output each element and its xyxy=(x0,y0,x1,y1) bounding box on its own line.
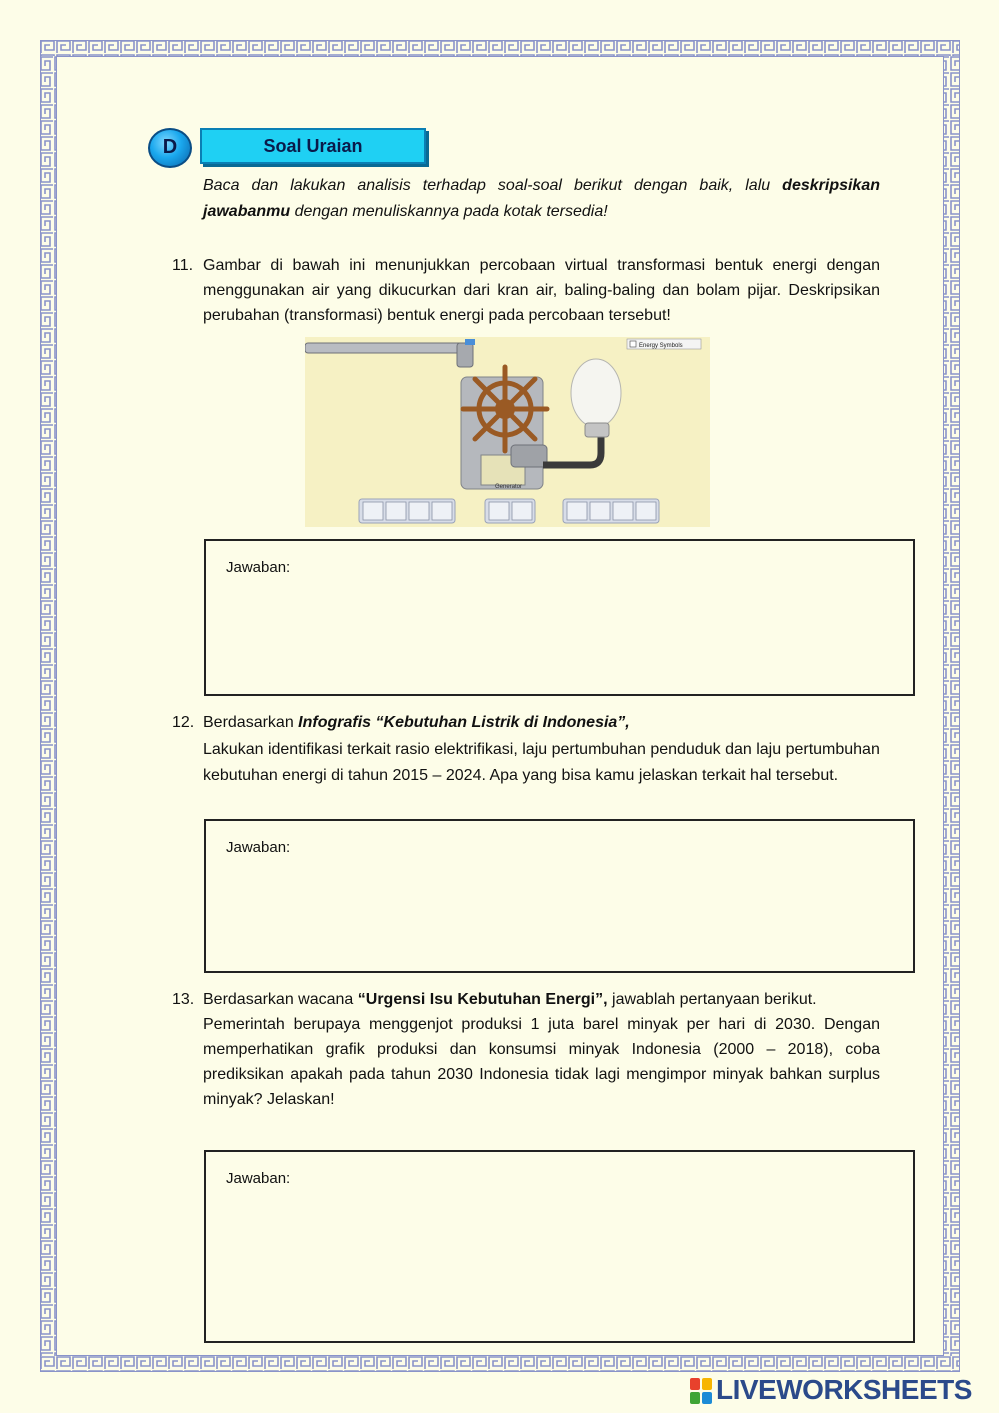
section-header xyxy=(148,128,438,168)
liveworksheets-icon xyxy=(690,1376,714,1406)
answer-box-13[interactable] xyxy=(204,1150,915,1343)
question-12 xyxy=(172,710,880,790)
instruction-part1: Baca dan lakukan analisis terhadap soal-soal berikut dengan baik, lalu xyxy=(203,177,783,194)
question-text: Gambar di bawah ini menunjukkan percobaan virtual transformasi bentuk energi dengan menggunakan air yang dikucurkan dari kran air, baling-baling dan bolam pijar. Deskripsikan perubahan (transformasi) bentuk energi pada percobaan tersebut! xyxy=(203,257,880,324)
answer-label: Jawaban: xyxy=(226,559,291,576)
question-bold-title: Infografis “Kebutuhan Listrik di Indonesia”, xyxy=(298,714,630,731)
question-number: 12. xyxy=(172,714,195,731)
energy-simulation-image xyxy=(305,337,710,527)
energy-symbols-checkbox-label: Energy Symbols xyxy=(639,343,683,349)
question-13 xyxy=(172,987,880,1112)
answer-label: Jawaban: xyxy=(226,1170,291,1187)
question-prefix: Berdasarkan wacana xyxy=(203,991,358,1008)
question-text: Lakukan identifikasi terkait rasio elektrifikasi, laju pertumbuhan penduduk dan laju pertumbuhan kebutuhan energi di tahun 2015 – 2024. Apa yang bisa kamu jelaskan terkait hal tersebut. xyxy=(203,740,880,784)
question-number: 13. xyxy=(172,991,195,1008)
question-suffix: jawablah pertanyaan berikut. xyxy=(607,991,817,1008)
answer-box-12[interactable] xyxy=(204,819,915,973)
generator-label: Generator xyxy=(495,484,523,490)
instruction-text xyxy=(203,173,880,225)
answer-label: Jawaban: xyxy=(226,839,291,856)
brand-name: LIVEWORKSHEETS xyxy=(716,1374,972,1405)
question-prefix: Berdasarkan xyxy=(203,714,299,731)
instruction-bold: deskripsikan jawabanmu xyxy=(203,177,880,220)
question-text: Pemerintah berupaya menggenjot produksi 1 juta barel minyak per hari di 2030. Dengan memperhatikan grafik produksi dan konsumsi minyak Indonesia (2000 – 2018), coba prediksikan apakah pada tahun 2030 Indonesia tidak lagi mengimpor minyak bahkan surplus minyak? Jelaskan! xyxy=(203,1016,880,1108)
question-number: 11. xyxy=(172,257,194,274)
section-letter-badge: D xyxy=(148,128,192,168)
answer-box-11[interactable] xyxy=(204,539,915,696)
question-bold-title: “Urgensi Isu Kebutuhan Energi”, xyxy=(357,991,608,1008)
question-11 xyxy=(172,253,880,328)
section-title: Soal Uraian xyxy=(200,128,426,164)
instruction-part2: dengan menuliskannya pada kotak tersedia! xyxy=(290,203,608,220)
